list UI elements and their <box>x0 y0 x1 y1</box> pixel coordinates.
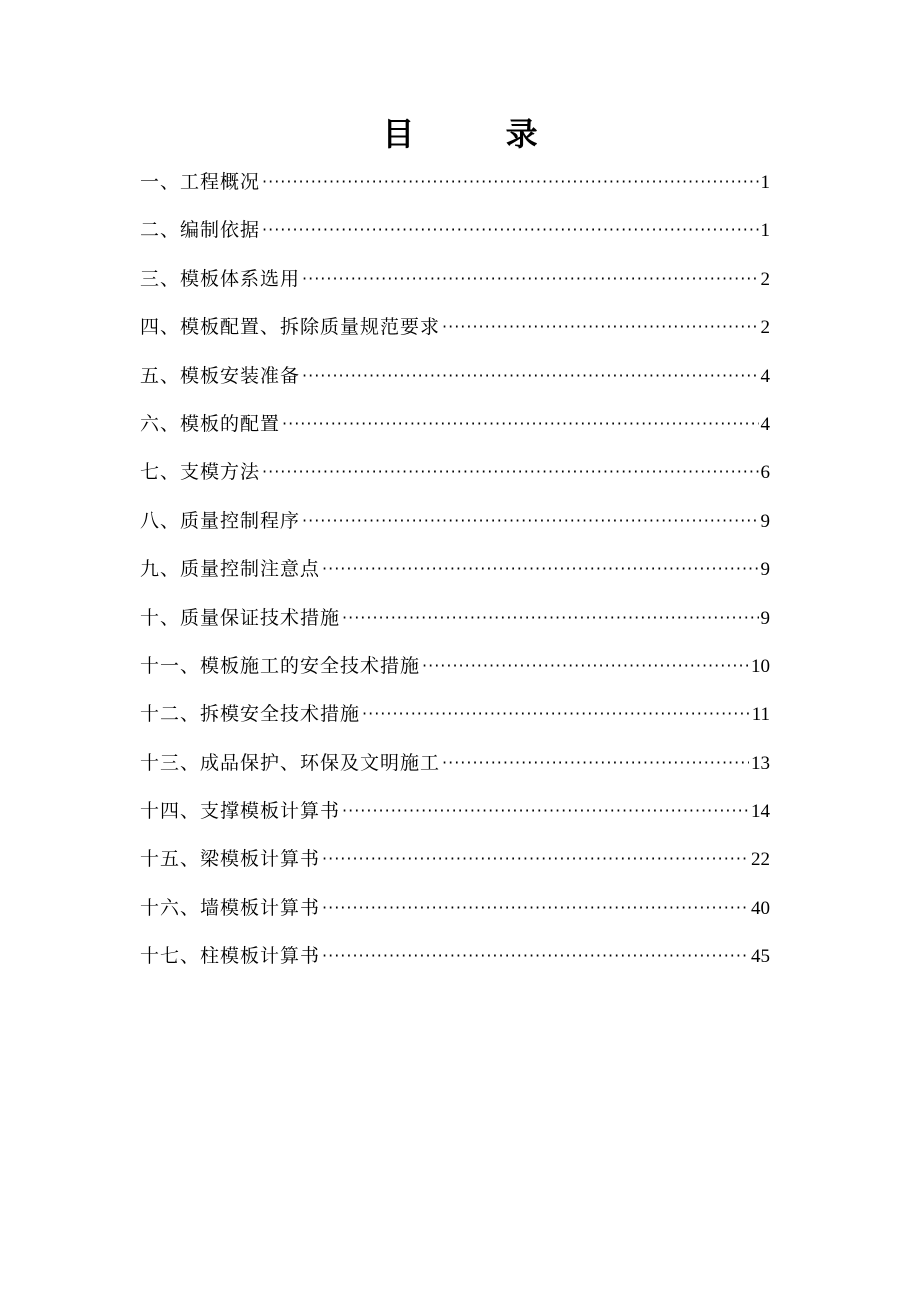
toc-entry-label: 十五、梁模板计算书 <box>140 848 321 871</box>
toc-dot-leader <box>322 935 749 976</box>
toc-list <box>140 162 770 985</box>
toc-entry-page: 13 <box>751 752 770 774</box>
toc-dot-leader <box>442 742 749 783</box>
toc-dot-leader <box>342 597 758 638</box>
toc-entry[interactable] <box>140 404 770 452</box>
toc-entry[interactable] <box>140 210 770 258</box>
toc-entry-label: 三、模板体系选用 <box>140 267 301 290</box>
toc-entry-page: 11 <box>751 704 770 726</box>
toc-entry-label: 六、模板的配置 <box>140 412 281 435</box>
toc-entry-label: 十六、墙模板计算书 <box>140 896 321 919</box>
toc-entry-page: 1 <box>760 172 770 193</box>
toc-entry-page: 9 <box>760 607 770 629</box>
toc-dot-leader <box>262 161 758 202</box>
toc-title: 目 录 <box>382 115 578 153</box>
toc-dot-leader <box>262 209 758 250</box>
toc-entry-label: 十二、拆模安全技术措施 <box>140 703 361 726</box>
toc-entry[interactable] <box>140 694 770 742</box>
toc-entry[interactable] <box>140 743 770 791</box>
toc-entry-page: 22 <box>751 849 770 871</box>
toc-dot-leader <box>282 403 758 444</box>
toc-dot-leader <box>302 258 758 299</box>
toc-dot-leader <box>302 500 758 541</box>
toc-entry[interactable] <box>140 259 770 307</box>
toc-entry-page: 1 <box>760 220 770 242</box>
toc-dot-leader <box>322 887 749 928</box>
toc-entry[interactable] <box>140 307 770 355</box>
toc-dot-leader <box>362 693 750 734</box>
toc-dot-leader <box>322 838 749 879</box>
toc-dot-leader <box>302 355 758 396</box>
toc-entry-page: 9 <box>760 559 770 581</box>
toc-entry-page: 2 <box>760 268 770 290</box>
toc-entry-label: 十一、模板施工的安全技术措施 <box>140 654 421 677</box>
toc-entry[interactable] <box>140 162 770 210</box>
toc-entry-label: 十四、支撑模板计算书 <box>140 800 341 823</box>
toc-dot-leader <box>262 451 758 492</box>
toc-dot-leader <box>322 548 758 589</box>
toc-entry[interactable] <box>140 452 770 500</box>
toc-entry-label: 五、模板安装准备 <box>140 364 301 387</box>
toc-entry-page: 9 <box>760 510 770 532</box>
toc-entry-page: 4 <box>760 413 770 435</box>
toc-entry-label: 八、质量控制程序 <box>140 509 301 532</box>
toc-entry[interactable] <box>140 839 770 887</box>
toc-entry[interactable] <box>140 501 770 549</box>
toc-dot-leader <box>342 790 749 831</box>
toc-entry-page: 2 <box>760 317 770 339</box>
toc-entry-label: 四、模板配置、拆除质量规范要求 <box>140 316 441 339</box>
toc-entry[interactable] <box>140 936 770 984</box>
toc-entry-page: 4 <box>760 365 770 387</box>
toc-entry[interactable] <box>140 598 770 646</box>
toc-entry-page: 10 <box>751 655 770 677</box>
toc-entry-page: 40 <box>751 897 770 919</box>
toc-entry[interactable] <box>140 888 770 936</box>
toc-entry[interactable] <box>140 549 770 597</box>
toc-entry-label: 十七、柱模板计算书 <box>140 945 321 968</box>
toc-dot-leader <box>422 645 749 686</box>
toc-entry-label: 二、编制依据 <box>140 219 261 242</box>
toc-entry-page: 45 <box>751 946 770 968</box>
toc-entry-label: 十、质量保证技术措施 <box>140 606 341 629</box>
toc-dot-leader <box>442 306 758 347</box>
toc-entry-page: 14 <box>751 801 770 823</box>
toc-entry-label: 九、质量控制注意点 <box>140 558 321 581</box>
toc-entry[interactable] <box>140 356 770 404</box>
toc-entry-label: 十三、成品保护、环保及文明施工 <box>140 751 441 774</box>
toc-entry[interactable] <box>140 791 770 839</box>
toc-entry-label: 七、支模方法 <box>140 461 261 484</box>
toc-entry-label: 一、工程概况 <box>140 171 261 193</box>
toc-entry[interactable] <box>140 646 770 694</box>
toc-entry-page: 6 <box>760 462 770 484</box>
